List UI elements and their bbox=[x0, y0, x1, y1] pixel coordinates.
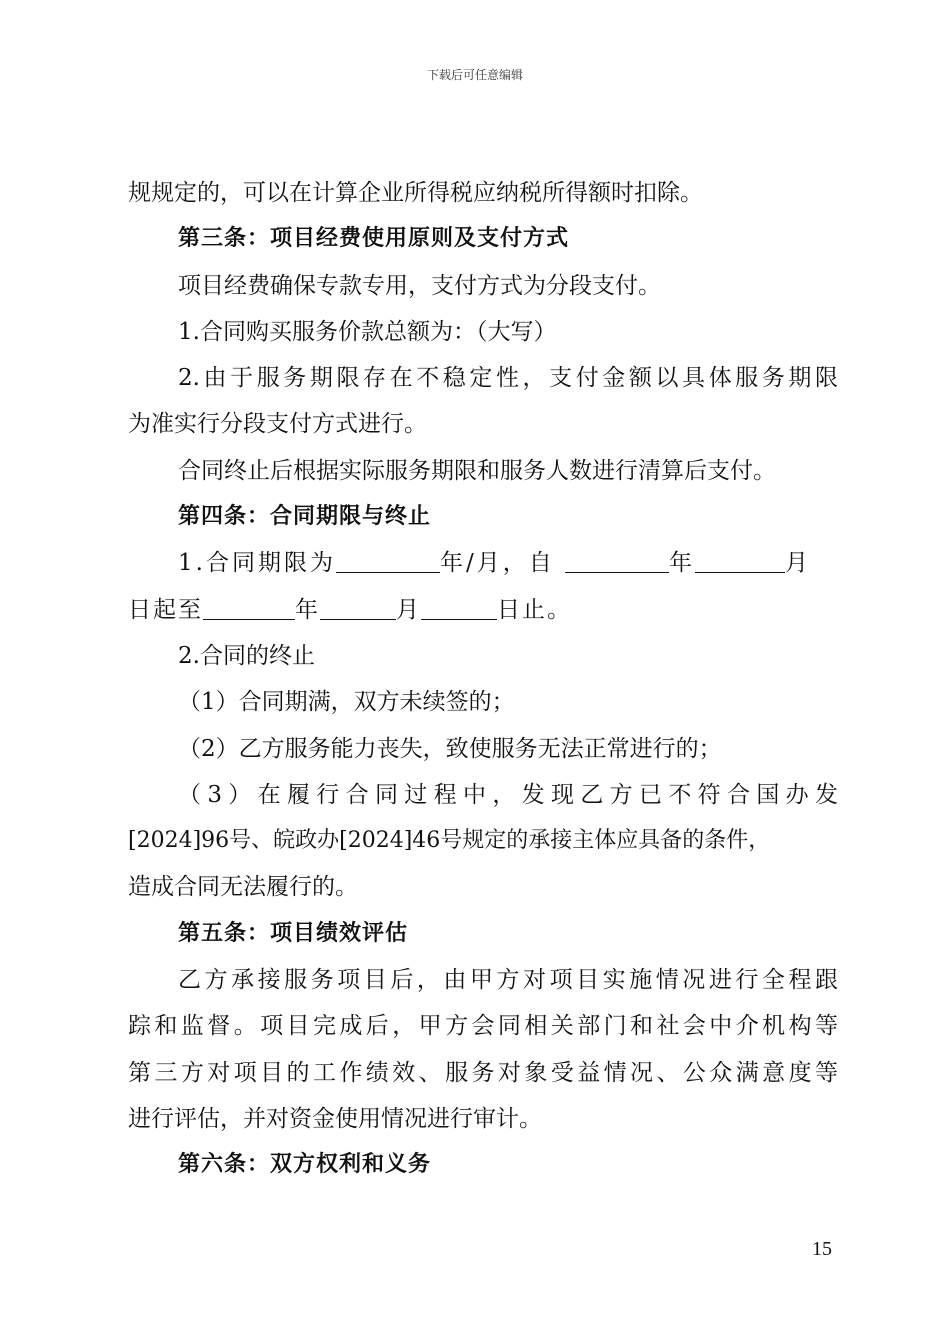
month-label: 月 bbox=[396, 596, 421, 623]
header-watermark: 下载后可任意编辑 bbox=[426, 68, 523, 82]
contract-term-line-2 bbox=[128, 587, 838, 633]
contract-term-line-1 bbox=[128, 540, 838, 586]
article-3-heading: 第三条：项目经费使用原则及支付方式 bbox=[178, 226, 570, 252]
end-day-blank bbox=[421, 595, 497, 620]
year-label: 年 bbox=[295, 596, 320, 623]
list-item: （1）合同期满，双方未续签的； bbox=[178, 689, 515, 716]
term-unit: 年/月，自 bbox=[439, 550, 555, 577]
article-5-heading: 第五条：项目绩效评估 bbox=[178, 920, 409, 946]
article-6-heading: 第六条：双方权利和义务 bbox=[178, 1152, 432, 1178]
paragraph: 项目经费确保专款专用，支付方式为分段支付。 bbox=[178, 272, 661, 299]
article-4-heading: 第四条：合同期限与终止 bbox=[178, 504, 432, 530]
list-item: （3）在履行合同过程中，发现乙方已不符合国办发 bbox=[178, 781, 838, 808]
paragraph: 为准实行分段支付方式进行。 bbox=[128, 411, 427, 438]
paragraph: 合同终止后根据实际服务期限和服务人数进行清算后支付。 bbox=[178, 457, 776, 484]
term-prefix: 1.合同期限为 bbox=[178, 550, 336, 577]
day-start-label: 日起至 bbox=[128, 596, 203, 623]
list-item-continued: [2024]96号、皖政办[2024]46号规定的承接主体应具备的条件， bbox=[128, 828, 771, 854]
start-month-blank bbox=[695, 548, 785, 573]
month-label: 月 bbox=[785, 550, 812, 577]
paragraph: 2.合同的终止 bbox=[178, 642, 315, 669]
end-label: 日止。 bbox=[497, 596, 572, 623]
paragraph: 第三方对项目的工作绩效、服务对象受益情况、公众满意度等 bbox=[128, 1059, 838, 1086]
start-year-blank bbox=[565, 548, 669, 573]
year-label: 年 bbox=[669, 550, 696, 577]
list-item-continued: 造成合同无法履行的。 bbox=[128, 874, 358, 901]
paragraph: 乙方承接服务项目后，由甲方对项目实施情况进行全程跟 bbox=[178, 967, 838, 994]
paragraph: 2.由于服务期限存在不稳定性，支付金额以具体服务期限 bbox=[178, 365, 838, 392]
paragraph: 进行评估，并对资金使用情况进行审计。 bbox=[128, 1105, 542, 1132]
term-duration-blank bbox=[336, 548, 440, 573]
list-item: （2）乙方服务能力丧失，致使服务无法正常进行的； bbox=[178, 735, 722, 762]
paragraph: 1.合同购买服务价款总额为：（大写） bbox=[178, 318, 557, 345]
paragraph: 踪和监督。项目完成后，甲方会同相关部门和社会中介机构等 bbox=[128, 1013, 838, 1040]
document-body bbox=[128, 170, 838, 1189]
paragraph: 规规定的，可以在计算企业所得税应纳税所得额时扣除。 bbox=[128, 180, 703, 206]
end-month-blank bbox=[320, 595, 396, 620]
end-year-blank bbox=[203, 595, 295, 620]
page-number: 15 bbox=[812, 1238, 832, 1260]
